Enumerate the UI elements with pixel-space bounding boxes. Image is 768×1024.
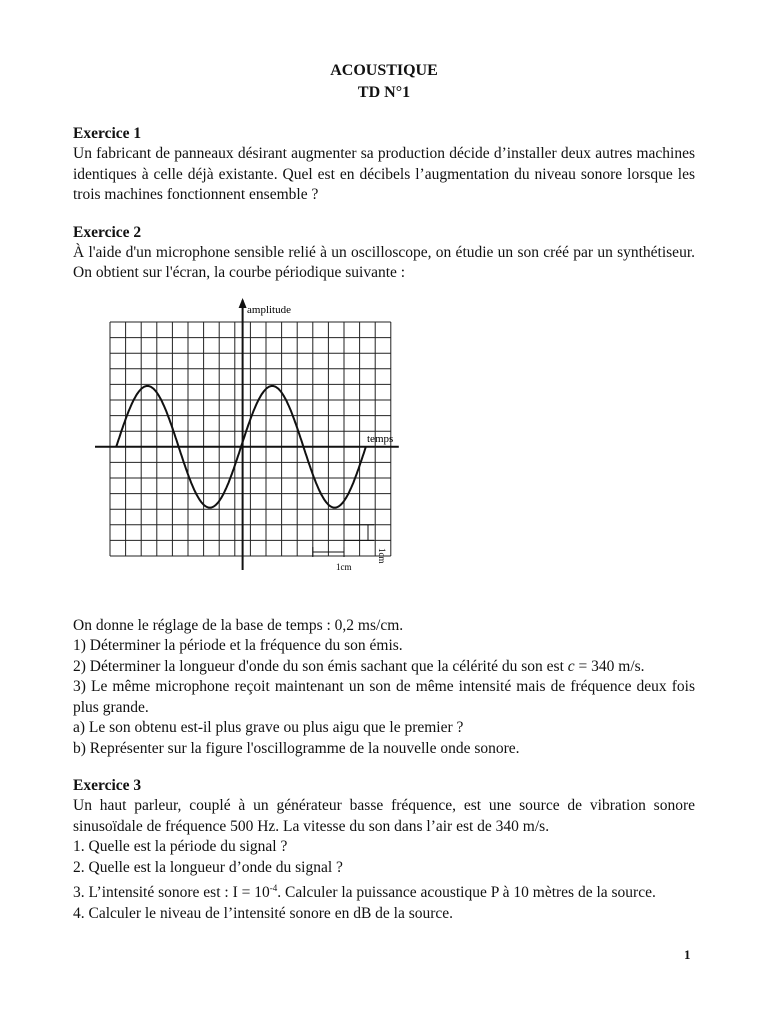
exercise-1-text: Un fabricant de panneaux désirant augmenter sa production décide d’installer deux autres machines identiques à celle déjà existante. Quel est en décibels l’augmentation du niveau sonore lorsque les trois machines fonctionnent ensemble ? <box>73 145 695 203</box>
exercise-2-q2 <box>73 657 695 678</box>
oscillogram <box>73 294 695 616</box>
exercise-2-qa: a) Le son obtenu est-il plus grave ou plus aigu que le premier ? <box>73 719 464 736</box>
q2-value: = 340 m/s. <box>574 657 645 675</box>
exercise-2-title: Exercice 2 <box>73 223 142 241</box>
y-axis-label: amplitude <box>247 303 291 316</box>
exercise-2-q1: 1) Déterminer la période et la fréquence du son émis. <box>73 637 403 654</box>
exercise-2 <box>73 223 695 760</box>
q3-text: 3. L’intensité sonore est : I = 10 <box>73 884 270 902</box>
q2-text: 2) Déterminer la longueur d'onde du son émis sachant que la célérité du son est <box>73 657 568 675</box>
vertical-scale-label: 1cm <box>377 547 387 563</box>
title-block <box>73 60 695 104</box>
exercise-3 <box>73 776 695 924</box>
exercise-3-q4: 4. Calculer le niveau de l’intensité sonore en dB de la source. <box>73 904 454 922</box>
oscilloscope-figure <box>73 294 695 616</box>
exercise-1-title: Exercice 1 <box>73 125 142 142</box>
document-page <box>73 60 695 924</box>
q3-exponent: -4 <box>269 883 278 893</box>
exercise-3-q3 <box>73 878 695 904</box>
x-axis-label: temps <box>367 432 394 445</box>
exercise-3-text: Un haut parleur, couplé à un générateur basse fréquence, est une source de vibration sonore sinusoïdale de fréquence 500 Hz. La vitesse du son dans l’air est de 340 m/s. <box>73 797 695 835</box>
q2-variable: c <box>567 657 575 675</box>
q3-rest: . Calculer la puissance acoustique P à 10 mètres de la source. <box>277 884 656 902</box>
exercise-1 <box>73 124 695 206</box>
timebase-setting: On donne le réglage de la base de temps : 0,2 ms/cm. <box>73 616 404 634</box>
exercise-2-qb: b) Représenter sur la figure l'oscillogramme de la nouvelle onde sonore. <box>73 739 520 757</box>
page-number: 1 <box>684 947 691 962</box>
grid <box>110 322 394 556</box>
doc-subtitle: TD N°1 <box>357 84 411 101</box>
exercise-2-intro: À l'aide d'un microphone sensible relié à un oscilloscope, on étudie un son créé par un synthétiseur. On obtient sur l'écran, la courbe périodique suivante : <box>73 243 695 281</box>
exercise-2-q3: 3) Le même microphone reçoit maintenant un son de même intensité mais de fréquence deux fois plus grande. <box>73 678 695 716</box>
horizontal-scale-label: 1cm <box>336 561 352 572</box>
axes <box>95 298 399 570</box>
exercise-3-title: Exercice 3 <box>73 777 142 794</box>
scale-markers <box>313 524 374 556</box>
exercise-3-q2: 2. Quelle est la longueur d’onde du signal ? <box>73 858 343 876</box>
doc-title: ACOUSTIQUE <box>330 62 438 79</box>
axis-arrow <box>239 298 247 308</box>
exercise-3-q1: 1. Quelle est la période du signal ? <box>73 838 288 855</box>
